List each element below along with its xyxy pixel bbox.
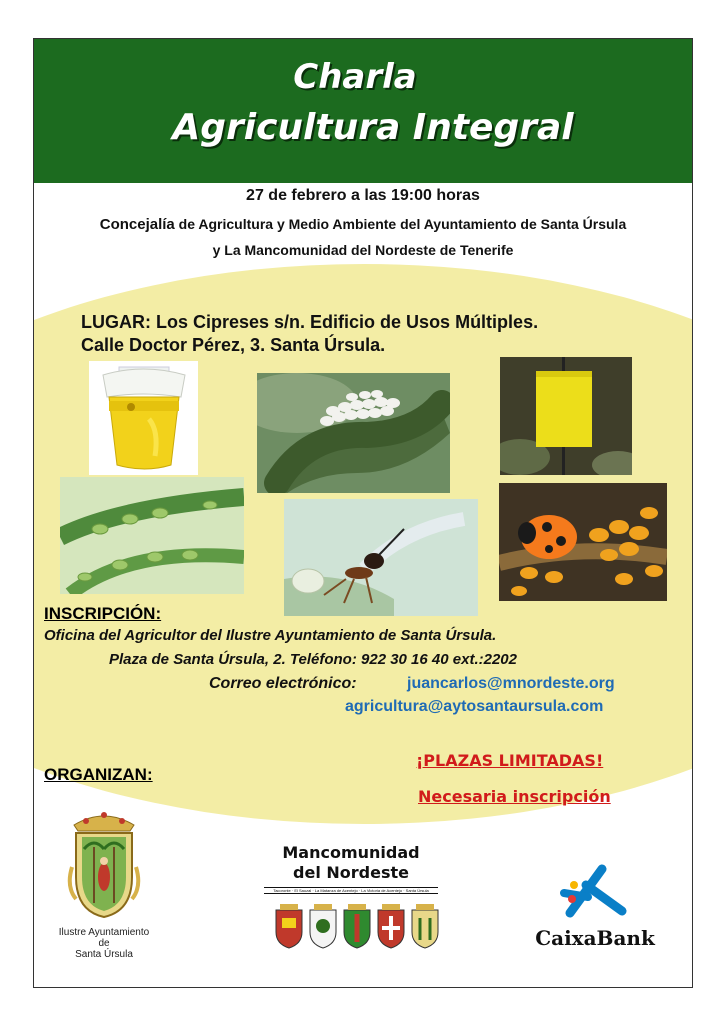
parasitoid-wasp-photo <box>284 499 478 616</box>
registration-required-notice: Necesaria inscripción <box>418 787 611 806</box>
yellow-sticky-trap-photo <box>500 357 632 475</box>
santa-ursula-coat-of-arms-logo <box>64 807 144 921</box>
event-date: 27 de febrero a las 19:00 horas <box>246 187 480 204</box>
inscripcion-heading: INSCRIPCIÓN: <box>44 604 162 623</box>
organizer-lead: Concejalía <box>99 216 175 233</box>
organizer-line-1 <box>34 216 692 233</box>
caption-line-1: Ilustre Ayuntamiento <box>58 927 150 938</box>
mancomunidad-title <box>256 843 446 883</box>
venue-line-1: LUGAR: Los Cipreses s/n. Edificio de Usos Múltiples. <box>81 312 539 332</box>
parasitized-caterpillar-photo <box>257 373 450 493</box>
organizan-heading: ORGANIZAN: <box>44 765 153 784</box>
caixabank-wordmark: CaixaBank <box>535 926 655 950</box>
mancomunidad-title-line-2: del Nordeste <box>293 863 409 882</box>
ladybug-with-aphids-photo <box>499 483 667 601</box>
caixabank-logo <box>530 863 660 959</box>
town-shields-icon <box>256 900 446 952</box>
flyer <box>33 38 693 988</box>
email-link-mnordeste[interactable]: juancarlos@mnordeste.org <box>407 675 615 692</box>
caption-line-2: de <box>98 938 110 949</box>
yellow-trap-bucket-photo <box>89 361 198 475</box>
organizer-line-2: y La Mancomunidad del Nordeste de Tenerife <box>212 242 514 258</box>
inscripcion-address: Plaza de Santa Úrsula, 2. Teléfono: 922 30 16 40 ext.:2202 <box>109 651 517 668</box>
santa-ursula-caption <box>44 927 164 960</box>
mancomunidad-towns: Tacoronte · El Sauzal · La Matanza de Acentejo · La Victoria de Acentejo · Santa Úrsula <box>264 887 438 894</box>
title-banner <box>34 39 692 183</box>
title-line-1: Charla <box>293 57 417 97</box>
email-link-ayuntamiento[interactable]: agricultura@aytosantaursula.com <box>345 698 604 715</box>
venue-line-2: Calle Doctor Pérez, 3. Santa Úrsula. <box>81 335 386 355</box>
organizer-rest: de Agricultura y Medio Ambiente del Ayuntamiento de Santa Úrsula <box>174 216 627 232</box>
mancomunidad-title-line-1: Mancomunidad <box>282 843 420 862</box>
title-line-2: Agricultura Integral <box>172 107 574 148</box>
limited-places-notice: ¡PLAZAS LIMITADAS! <box>416 751 604 770</box>
mancomunidad-logo-block <box>256 843 446 953</box>
caption-line-3: Santa Úrsula <box>75 949 133 960</box>
inscripcion-office: Oficina del Agricultor del Ilustre Ayuntamiento de Santa Úrsula. <box>44 627 497 644</box>
caixabank-star-icon <box>530 863 660 923</box>
email-label: Correo electrónico: <box>209 675 357 692</box>
aphids-on-stem-photo <box>60 477 244 594</box>
